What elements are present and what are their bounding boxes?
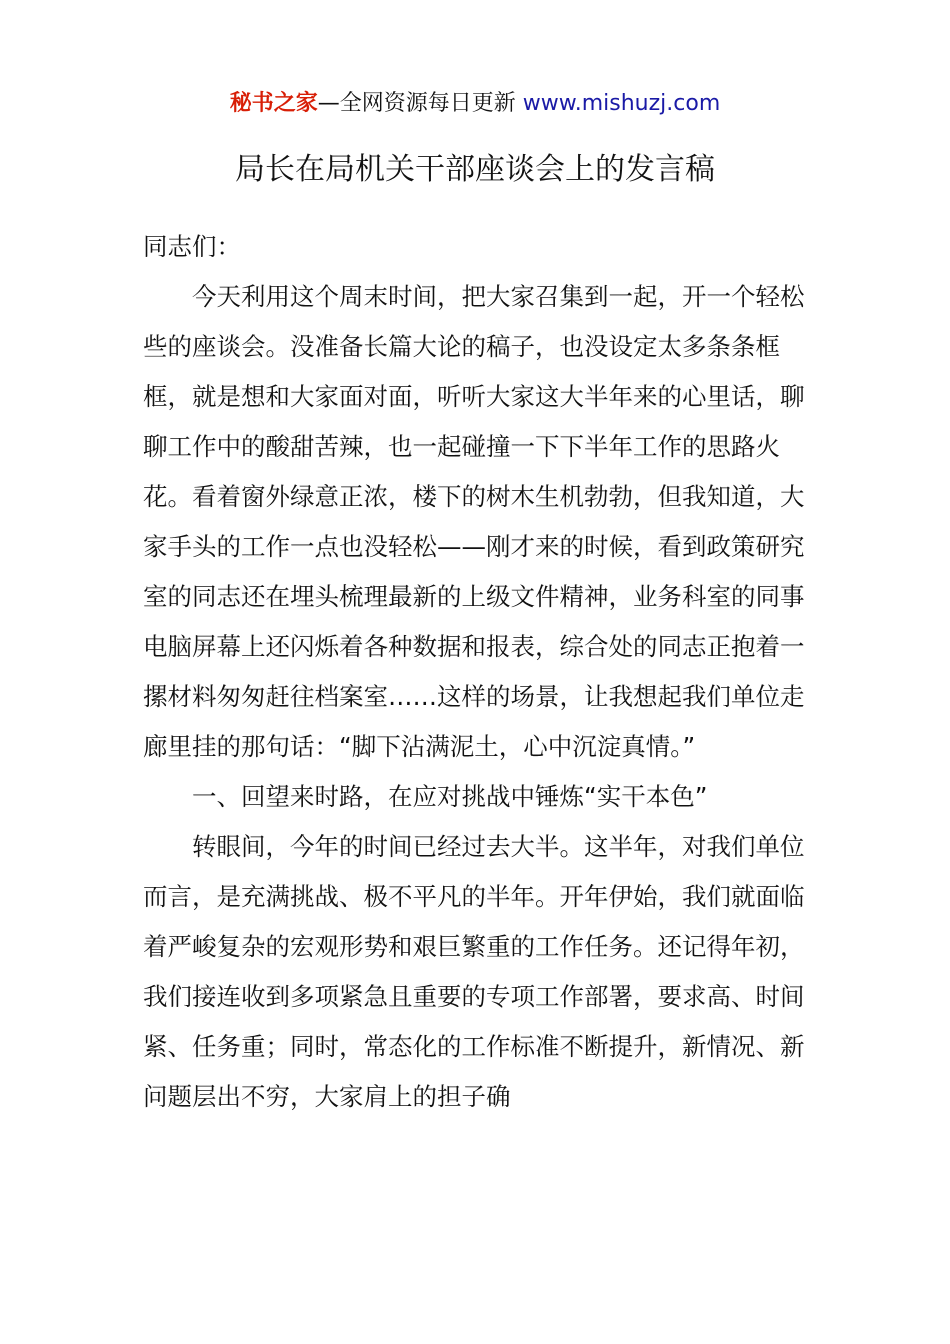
site-header <box>0 88 950 120</box>
paragraph-review: 转眼间，今年的时间已经过去大半。这半年，对我们单位而言，是充满挑战、极不平凡的半年。开年伊始，我们就面临着严峻复杂的宏观形势和艰巨繁重的工作任务。还记得年初，我们接连收到多项紧急且重要的专项工作部署，要求高、时间紧、任务重；同时，常态化的工作标准不断提升，新情况、新问题层出不穷，大家肩上的担子确 <box>143 832 805 1111</box>
brand-name: 秘书之家 <box>229 91 318 116</box>
document-body <box>143 222 811 1122</box>
section-heading: 一、回望来时路，在应对挑战中锤炼“实干本色” <box>192 782 708 811</box>
site-url-link[interactable]: www.mishuzj.com <box>522 91 721 116</box>
header-tagline: —全网资源每日更新 <box>317 91 523 116</box>
salutation: 同志们： <box>143 232 241 261</box>
paragraph-opening: 今天利用这个周末时间，把大家召集到一起，开一个轻松些的座谈会。没准备长篇大论的稿子，也没设定太多条条框框，就是想和大家面对面，听听大家这大半年来的心里话，聊聊工作中的酸甜苦辣，也一起碰撞一下下半年工作的思路火花。看着窗外绿意正浓，楼下的树木生机勃勃，但我知道，大家手头的工作一点也没轻松——刚才来的时候，看到政策研究室的同志还在埋头梳理最新的上级文件精神，业务科室的同事电脑屏幕上还闪烁着各种数据和报表，综合处的同志正抱着一摞材料匆匆赶往档案室……这样的场景，让我想起我们单位走廊里挂的那句话：“脚下沾满泥土，心中沉淀真情。” <box>143 282 805 761</box>
document-title: 局长在局机关干部座谈会上的发言稿 <box>235 152 715 187</box>
